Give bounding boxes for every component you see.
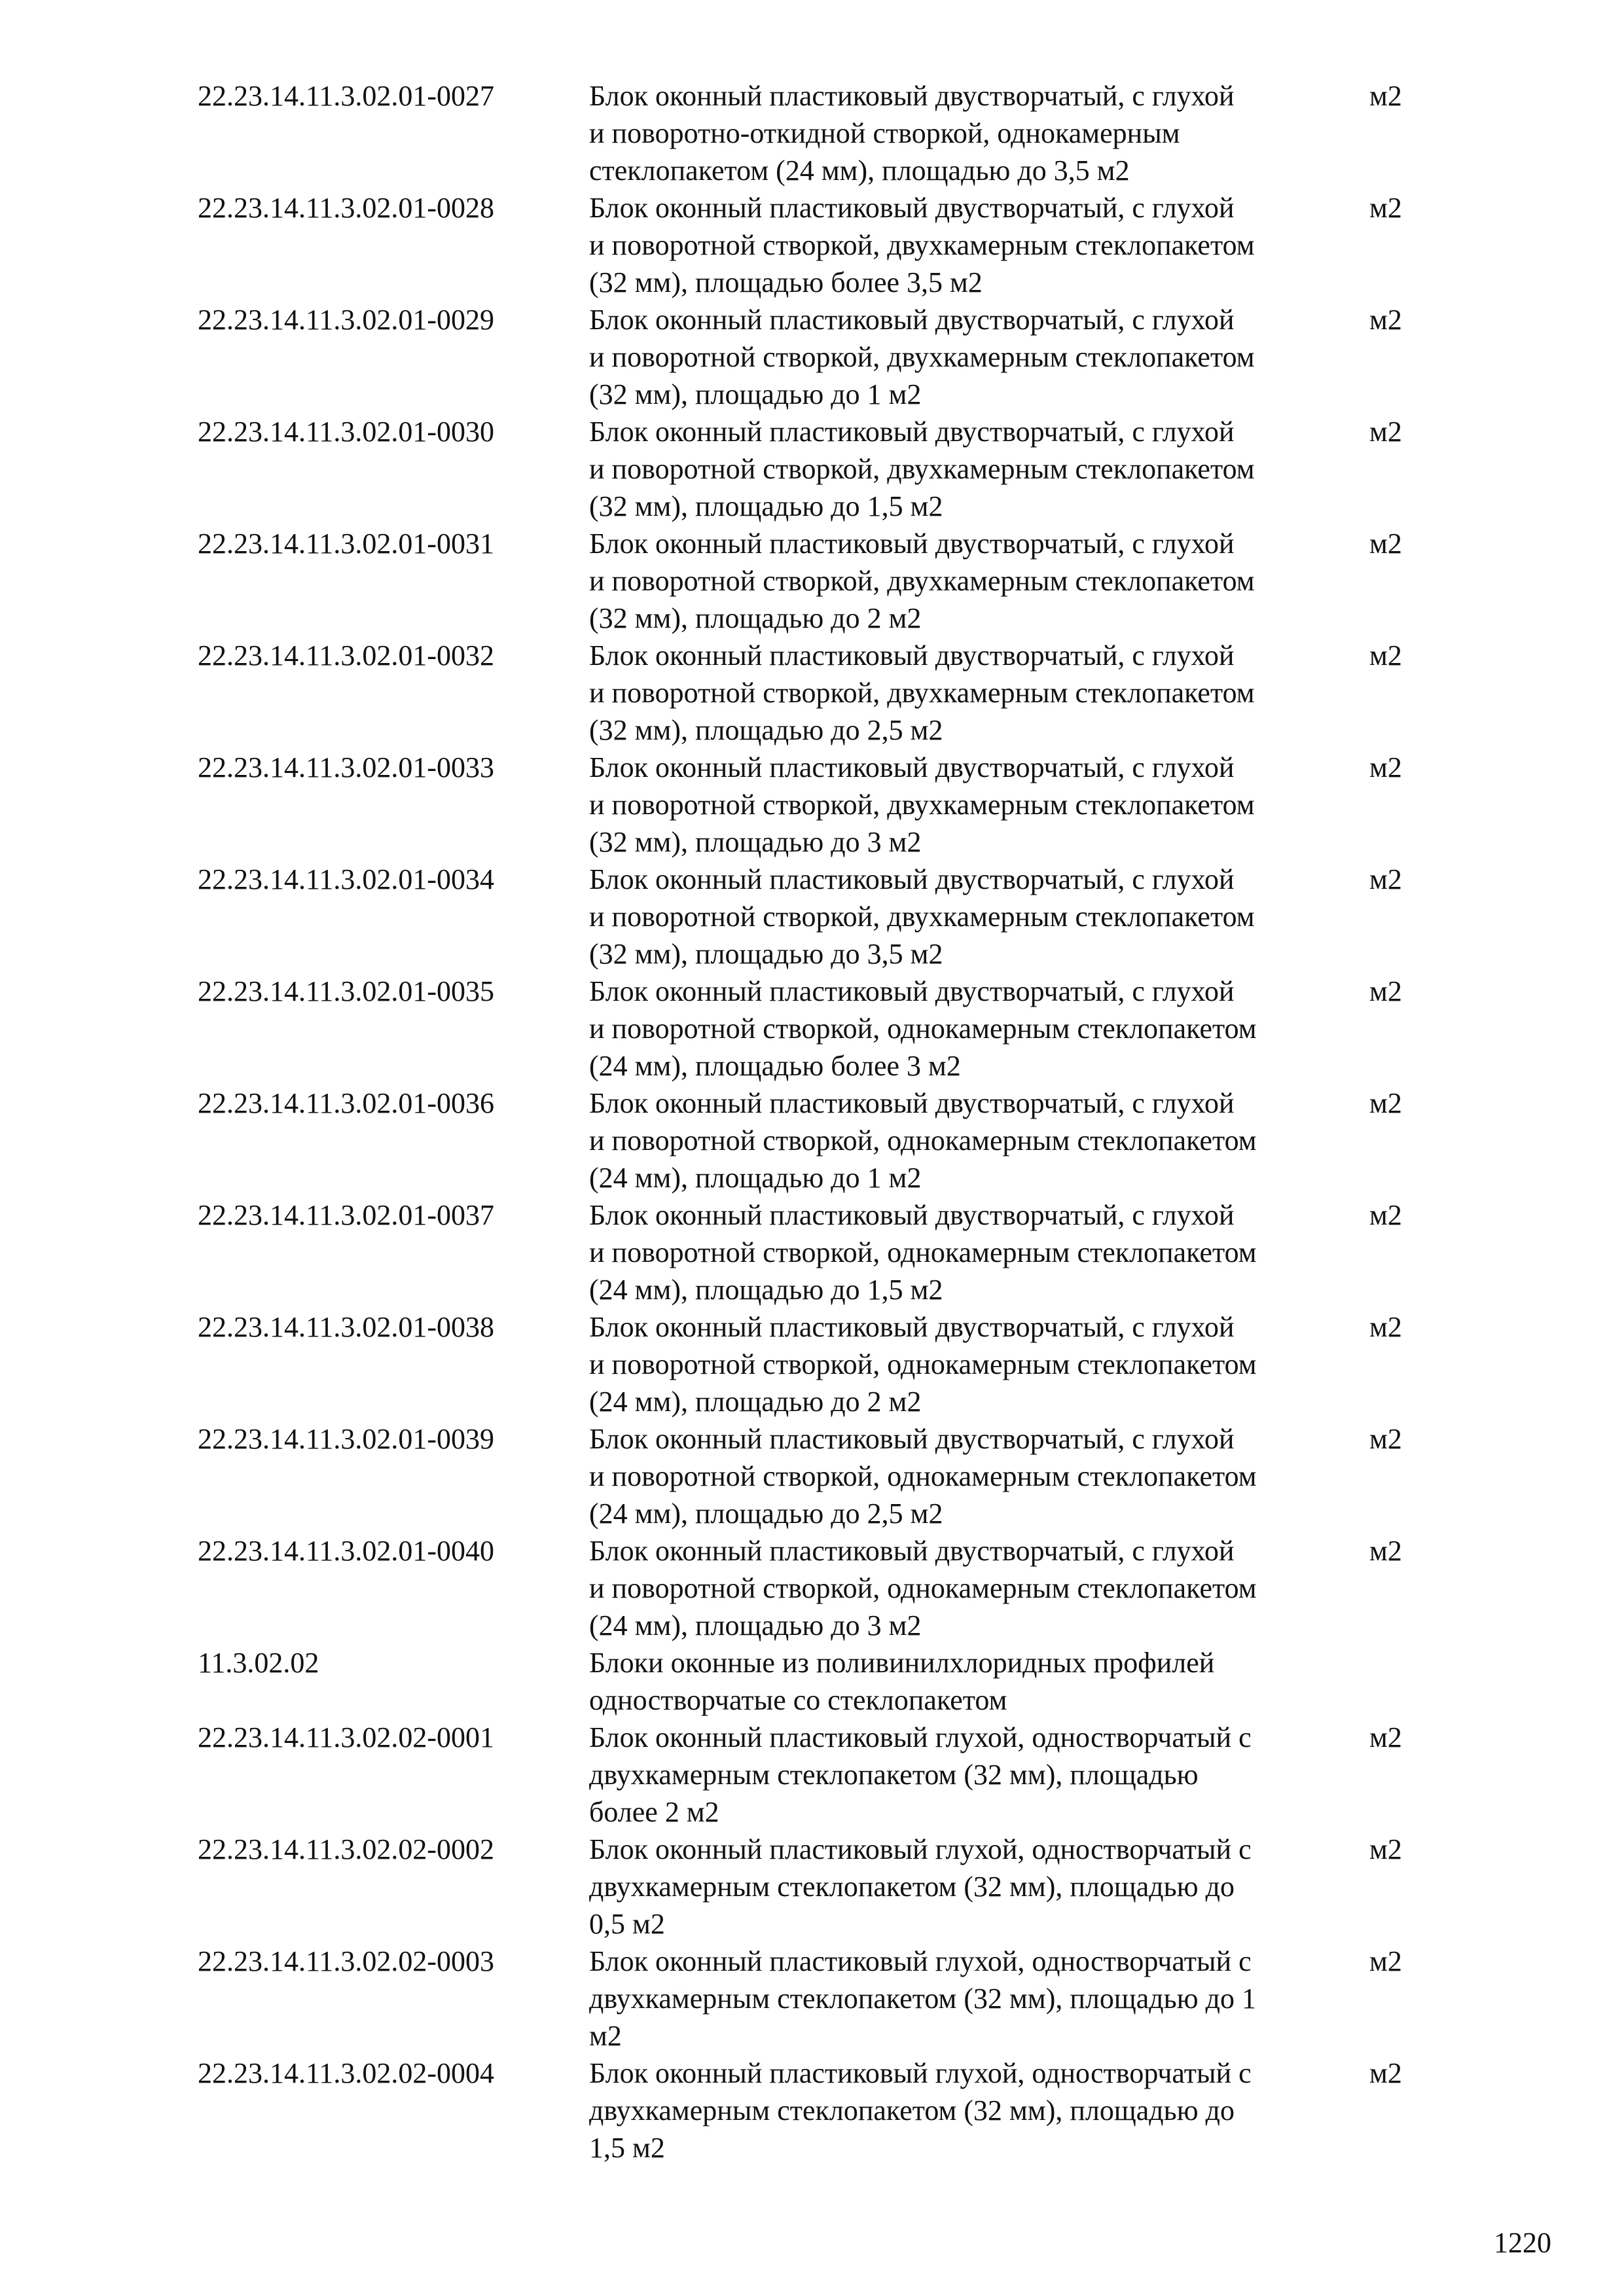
table-row (198, 77, 1428, 189)
unit-of-measure: м2 (1369, 1721, 1402, 1753)
resource-code: 22.23.14.11.3.02.02-0004 (198, 2057, 495, 2089)
resource-name-line: Блок оконный пластиковый глухой, одностворчатый с (589, 1833, 1252, 1865)
unit-of-measure: м2 (1369, 1833, 1402, 1865)
table-row (198, 1831, 1428, 1943)
resource-name-line: Блок оконный пластиковый глухой, одностворчатый с (589, 1721, 1252, 1753)
resource-code: 22.23.14.11.3.02.01-0038 (198, 1311, 495, 1343)
resource-name (589, 1644, 1369, 1719)
unit-of-measure: м2 (1369, 1199, 1402, 1231)
unit-of-measure: м2 (1369, 416, 1402, 448)
resource-name-line: одностворчатые со стеклопакетом (589, 1684, 1007, 1716)
resource-name (589, 413, 1369, 525)
resource-code: 22.23.14.11.3.02.01-0039 (198, 1423, 495, 1455)
resource-name-line: и поворотной створкой, однокамерным стеклопакетом (589, 1460, 1257, 1492)
resource-name (589, 1831, 1369, 1943)
resource-name-line: (32 мм), площадью до 3 м2 (589, 826, 922, 858)
resource-name-line: и поворотной створкой, двухкамерным стеклопакетом (589, 565, 1255, 597)
resource-name-line: и поворотной створкой, двухкамерным стеклопакетом (589, 789, 1255, 821)
table-row (198, 973, 1428, 1085)
resource-name-line: (32 мм), площадью более 3,5 м2 (589, 266, 983, 298)
table-row (198, 189, 1428, 301)
resource-name (589, 1085, 1369, 1196)
resource-name-line: Блок оконный пластиковый двустворчатый, с глухой (589, 1087, 1235, 1119)
unit-of-measure: м2 (1369, 1535, 1402, 1567)
table-row (198, 861, 1428, 973)
resource-code: 22.23.14.11.3.02.01-0033 (198, 751, 495, 783)
unit-of-measure (1369, 1644, 1428, 1719)
resource-name (589, 749, 1369, 861)
resource-name (589, 1532, 1369, 1644)
resource-name-line: Блок оконный пластиковый двустворчатый, с глухой (589, 863, 1235, 895)
resource-name-line: Блок оконный пластиковый двустворчатый, с глухой (589, 751, 1235, 783)
resource-name-line: (32 мм), площадью до 3,5 м2 (589, 938, 943, 970)
resource-name-line: Блок оконный пластиковый двустворчатый, с глухой (589, 528, 1235, 560)
resource-code: 22.23.14.11.3.02.01-0032 (198, 639, 495, 672)
resource-code: 22.23.14.11.3.02.01-0031 (198, 528, 495, 560)
resource-name-line: (24 мм), площадью до 1 м2 (589, 1162, 922, 1194)
resource-name-line: Блок оконный пластиковый двустворчатый, с глухой (589, 1423, 1235, 1455)
table-row (198, 1085, 1428, 1196)
resource-name-line: более 2 м2 (589, 1796, 719, 1828)
resource-name (589, 2054, 1369, 2166)
resource-code: 22.23.14.11.3.02.01-0034 (198, 863, 495, 895)
resource-name-line: м2 (589, 2020, 622, 2052)
table-row (198, 1308, 1428, 1420)
resource-name-line: (24 мм), площадью до 2,5 м2 (589, 1498, 943, 1530)
unit-of-measure: м2 (1369, 1423, 1402, 1455)
resource-name-line: и поворотной створкой, двухкамерным стеклопакетом (589, 341, 1255, 373)
resource-name-line: (24 мм), площадью до 2 м2 (589, 1386, 922, 1418)
resource-name (589, 525, 1369, 637)
resource-code: 22.23.14.11.3.02.01-0040 (198, 1535, 495, 1567)
resource-code: 22.23.14.11.3.02.02-0003 (198, 1945, 495, 1977)
resource-name-line: Блок оконный пластиковый двустворчатый, с глухой (589, 639, 1235, 672)
resource-code: 22.23.14.11.3.02.01-0028 (198, 192, 495, 224)
resource-name-line: (32 мм), площадью до 2,5 м2 (589, 714, 943, 746)
resource-name-line: Блок оконный пластиковый двустворчатый, с глухой (589, 416, 1235, 448)
table-row (198, 1719, 1428, 1831)
unit-of-measure: м2 (1369, 751, 1402, 783)
resource-name-line: Блок оконный пластиковый двустворчатый, с глухой (589, 1199, 1235, 1231)
resource-name-line: (24 мм), площадью до 3 м2 (589, 1609, 922, 1641)
resource-name (589, 301, 1369, 413)
resource-name-line: двухкамерным стеклопакетом (32 мм), площадью до (589, 2094, 1235, 2126)
resource-code: 22.23.14.11.3.02.02-0002 (198, 1833, 495, 1865)
resource-name-line: и поворотной створкой, однокамерным стеклопакетом (589, 1013, 1257, 1045)
resource-name-line: и поворотной створкой, однокамерным стеклопакетом (589, 1348, 1257, 1380)
resource-name-line: Блок оконный пластиковый глухой, одностворчатый с (589, 2057, 1252, 2089)
unit-of-measure: м2 (1369, 528, 1402, 560)
resource-code: 22.23.14.11.3.02.02-0001 (198, 1721, 495, 1753)
resource-name (589, 1196, 1369, 1308)
resource-name (589, 861, 1369, 973)
page-number: 1220 (1494, 2227, 1551, 2259)
resource-name (589, 973, 1369, 1085)
resource-name (589, 1943, 1369, 2054)
resource-name-line: Блок оконный пластиковый двустворчатый, с глухой (589, 1535, 1235, 1567)
resource-name-line: и поворотной створкой, однокамерным стеклопакетом (589, 1124, 1257, 1157)
resource-name-line: (32 мм), площадью до 1,5 м2 (589, 490, 943, 522)
resource-name (589, 1308, 1369, 1420)
resource-name-line: стеклопакетом (24 мм), площадью до 3,5 м2 (589, 154, 1130, 187)
table-row (198, 1196, 1428, 1308)
resource-name-line: и поворотной створкой, однокамерным стеклопакетом (589, 1572, 1257, 1604)
resource-name-line: 0,5 м2 (589, 1908, 665, 1940)
resource-code: 22.23.14.11.3.02.01-0036 (198, 1087, 495, 1119)
resource-name-line: Блоки оконные из поливинилхлоридных профилей (589, 1647, 1215, 1679)
unit-of-measure: м2 (1369, 863, 1402, 895)
resource-code: 22.23.14.11.3.02.01-0037 (198, 1199, 495, 1231)
resource-name (589, 637, 1369, 749)
resource-table (198, 77, 1428, 2166)
unit-of-measure: м2 (1369, 2057, 1402, 2089)
unit-of-measure: м2 (1369, 1311, 1402, 1343)
resource-name (589, 1420, 1369, 1532)
resource-code: 22.23.14.11.3.02.01-0030 (198, 416, 495, 448)
resource-name-line: (24 мм), площадью до 1,5 м2 (589, 1274, 943, 1306)
table-row (198, 525, 1428, 637)
unit-of-measure: м2 (1369, 639, 1402, 672)
unit-of-measure: м2 (1369, 975, 1402, 1007)
unit-of-measure: м2 (1369, 1087, 1402, 1119)
resource-name-line: Блок оконный пластиковый двустворчатый, с глухой (589, 80, 1235, 112)
resource-name-line: Блок оконный пластиковый двустворчатый, с глухой (589, 1311, 1235, 1343)
unit-of-measure: м2 (1369, 1945, 1402, 1977)
unit-of-measure: м2 (1369, 192, 1402, 224)
resource-name-line: Блок оконный пластиковый двустворчатый, с глухой (589, 192, 1235, 224)
resource-name-line: Блок оконный пластиковый двустворчатый, с глухой (589, 304, 1235, 336)
table-row (198, 1943, 1428, 2054)
resource-table-body (198, 77, 1428, 2166)
table-row (198, 2054, 1428, 2166)
resource-name-line: (32 мм), площадью до 1 м2 (589, 378, 922, 410)
resource-code: 22.23.14.11.3.02.01-0029 (198, 304, 495, 336)
resource-name-line: 1,5 м2 (589, 2132, 665, 2164)
resource-name (589, 1719, 1369, 1831)
resource-name (589, 77, 1369, 189)
resource-name-line: и поворотно-откидной створкой, однокамерным (589, 117, 1180, 149)
table-row (198, 749, 1428, 861)
resource-name-line: и поворотной створкой, двухкамерным стеклопакетом (589, 229, 1255, 261)
resource-name-line: двухкамерным стеклопакетом (32 мм), площадью до (589, 1871, 1235, 1903)
resource-name-line: и поворотной створкой, двухкамерным стеклопакетом (589, 453, 1255, 485)
resource-name-line: (24 мм), площадью более 3 м2 (589, 1050, 961, 1082)
resource-name-line: Блок оконный пластиковый глухой, одностворчатый с (589, 1945, 1252, 1977)
table-row (198, 413, 1428, 525)
resource-name-line: и поворотной створкой, однокамерным стеклопакетом (589, 1236, 1257, 1268)
table-row (198, 637, 1428, 749)
resource-name-line: двухкамерным стеклопакетом (32 мм), площадью (589, 1759, 1199, 1791)
table-row (198, 1532, 1428, 1644)
resource-code: 11.3.02.02 (198, 1647, 319, 1679)
resource-name (589, 189, 1369, 301)
unit-of-measure: м2 (1369, 304, 1402, 336)
resource-name-line: Блок оконный пластиковый двустворчатый, с глухой (589, 975, 1235, 1007)
resource-name-line: и поворотной створкой, двухкамерным стеклопакетом (589, 901, 1255, 933)
resource-name-line: (32 мм), площадью до 2 м2 (589, 602, 922, 634)
table-row (198, 301, 1428, 413)
resource-name-line: и поворотной створкой, двухкамерным стеклопакетом (589, 677, 1255, 709)
resource-code: 22.23.14.11.3.02.01-0035 (198, 975, 495, 1007)
resource-name-line: двухкамерным стеклопакетом (32 мм), площадью до 1 (589, 1982, 1257, 2015)
unit-of-measure: м2 (1369, 80, 1402, 112)
resource-code: 22.23.14.11.3.02.01-0027 (198, 80, 495, 112)
table-row (198, 1644, 1428, 1719)
table-row (198, 1420, 1428, 1532)
